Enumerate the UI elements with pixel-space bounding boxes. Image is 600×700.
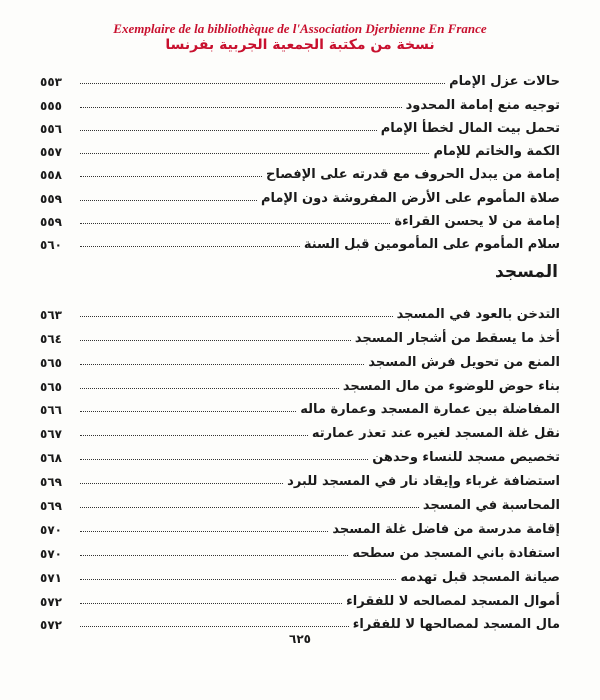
dot-leader: [80, 223, 390, 224]
toc-entry-page: ٥٧٢: [40, 618, 62, 633]
toc-entry-title: سلام المأموم على المأمومين قبل السنة: [303, 237, 560, 253]
dot-leader: [80, 555, 348, 556]
toc-entry-title: إقامة مدرسة من فاضل غلة المسجد: [332, 521, 560, 537]
toc-entry-title: توجيه منع إمامة المحدود: [405, 97, 560, 113]
toc-entry: [40, 489, 560, 513]
toc-entry: [40, 66, 560, 89]
library-watermark: [0, 22, 600, 53]
toc-entry-title: التدخن بالعود في المسجد: [396, 306, 560, 322]
dot-leader: [80, 626, 349, 627]
toc-entry-title: تحمل بيت المال لخطأ الإمام: [380, 120, 560, 136]
toc-entry-title: المنع من تحويل فرش المسجد: [368, 354, 560, 370]
toc-entry-page: ٥٧٠: [40, 522, 62, 537]
toc-entry-page: ٥٦٩: [40, 475, 62, 490]
toc-entry: [40, 465, 560, 489]
toc-entry: [40, 159, 560, 182]
toc-list-mosque: [40, 298, 560, 632]
toc-entry-page: ٥٥٩: [40, 191, 62, 206]
toc-entry: [40, 206, 560, 229]
dot-leader: [80, 411, 296, 412]
toc-entry-page: ٥٦٥: [40, 355, 62, 370]
dot-leader: [80, 107, 402, 108]
section-heading: المسجد: [495, 262, 558, 282]
toc-entry-page: ٥٥٨: [40, 168, 62, 183]
toc-entry: [40, 89, 560, 112]
toc-entry-title: المحاسبة في المسجد: [422, 498, 560, 514]
toc-entry: [40, 513, 560, 537]
toc-entry-page: ٥٦٦: [40, 403, 62, 418]
dot-leader: [80, 459, 368, 460]
toc-entry-page: ٥٦٤: [40, 331, 62, 346]
toc-entry-title: مال المسجد لمصالحها لا للفقراء: [352, 617, 560, 633]
dot-leader: [80, 340, 351, 341]
toc-entry-title: أخذ ما يسقط من أشجار المسجد: [354, 330, 560, 346]
toc-entry-title: بناء حوض للوضوء من مال المسجد: [342, 378, 560, 394]
toc-entry-page: ٥٧١: [40, 570, 62, 585]
toc-entry: [40, 298, 560, 322]
toc-entry: [40, 346, 560, 370]
toc-entry-title: المفاضلة بين عمارة المسجد وعمارة ماله: [300, 402, 560, 418]
toc-entry-page: ٥٦٧: [40, 427, 62, 442]
toc-entry: [40, 609, 560, 633]
toc-entry: [40, 182, 560, 205]
toc-entry: [40, 229, 560, 252]
toc-entry: [40, 537, 560, 561]
toc-entry-page: ٥٦٩: [40, 499, 62, 514]
dot-leader: [80, 176, 262, 177]
toc-entry-title: أموال المسجد لمصالحه لا للفقراء: [346, 593, 560, 609]
dot-leader: [80, 579, 396, 580]
toc-entry-page: ٥٦٠: [40, 238, 62, 253]
page-number: ٦٢٥: [289, 632, 311, 646]
toc-entry-title: صلاة المأموم على الأرض المفروشة دون الإمام: [260, 190, 560, 206]
watermark-arabic: نسخة من مكتبة الجمعية الجربية بفرنسا: [165, 36, 435, 53]
watermark-french: Exemplaire de la bibliothèque de l'Association Djerbienne En France: [113, 21, 487, 36]
dot-leader: [80, 246, 300, 247]
toc-entry: [40, 417, 560, 441]
toc-entry-title: استضافة غرباء وإيقاد نار في المسجد للبرد: [287, 474, 560, 490]
toc-list-top: [40, 66, 560, 252]
toc-entry: [40, 561, 560, 585]
toc-entry-title: صيانة المسجد قبل تهدمه: [400, 569, 560, 585]
dot-leader: [80, 388, 339, 389]
dot-leader: [80, 153, 429, 154]
toc-entry: [40, 113, 560, 136]
toc-entry-title: تخصيص مسجد للنساء وحدهن: [372, 450, 560, 466]
toc-entry-page: ٥٦٨: [40, 451, 62, 466]
toc-entry: [40, 370, 560, 394]
dot-leader: [80, 130, 377, 131]
toc-entry-page: ٥٦٥: [40, 379, 62, 394]
toc-entry-page: ٥٦٣: [40, 307, 62, 322]
dot-leader: [80, 200, 257, 201]
toc-entry: [40, 322, 560, 346]
dot-leader: [80, 316, 393, 317]
toc-entry-page: ٥٧٠: [40, 546, 62, 561]
dot-leader: [80, 507, 419, 508]
toc-entry-page: ٥٥٣: [40, 75, 62, 90]
toc-entry: [40, 394, 560, 418]
toc-entry-page: ٥٥٥: [40, 98, 62, 113]
toc-entry-title: حالات عزل الإمام: [449, 74, 560, 90]
toc-entry-page: ٥٧٢: [40, 594, 62, 609]
toc-entry-title: استفادة باني المسجد من سطحه: [352, 545, 560, 561]
dot-leader: [80, 435, 308, 436]
toc-entry-title: إمامة من يبدل الحروف مع قدرته على الإفصاح: [266, 167, 560, 183]
toc-entry-page: ٥٥٦: [40, 121, 62, 136]
dot-leader: [80, 483, 283, 484]
toc-entry-title: نقل غلة المسجد لغيره عند تعذر عمارته: [311, 426, 560, 442]
dot-leader: [80, 531, 328, 532]
toc-entry: [40, 585, 560, 609]
dot-leader: [80, 83, 445, 84]
toc-entry: [40, 441, 560, 465]
dot-leader: [80, 364, 364, 365]
toc-entry-page: ٥٥٧: [40, 145, 62, 160]
toc-entry-title: الكمة والخاتم للإمام: [433, 144, 560, 160]
toc-entry-title: إمامة من لا يحسن القراءة: [394, 214, 560, 230]
toc-entry: [40, 136, 560, 159]
dot-leader: [80, 603, 342, 604]
toc-entry-page: ٥٥٩: [40, 215, 62, 230]
